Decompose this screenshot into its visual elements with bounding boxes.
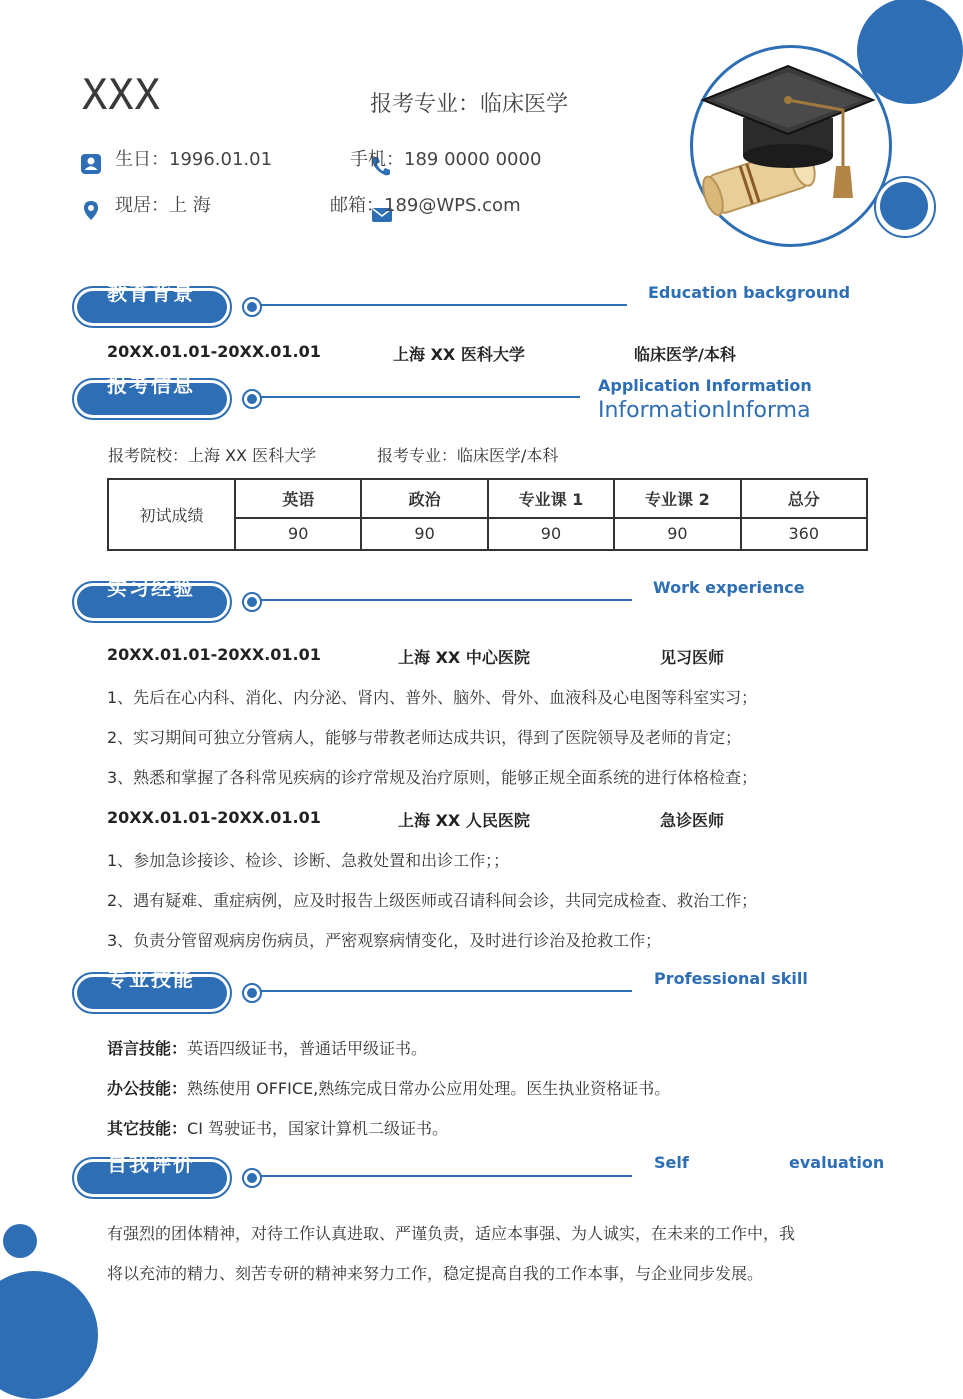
location-icon <box>80 200 102 222</box>
job-item: 1、先后在心内科、消化、内分泌、肾内、普外、脑外、骨外、血液科及心电图等科室实习； <box>107 688 758 707</box>
edu-degree: 临床医学/本科 <box>634 345 736 364</box>
decor-circle-small <box>880 182 928 230</box>
skill-item <box>107 1116 448 1139</box>
skill-text: 熟练使用 OFFICE,熟练完成日常办公应用处理。医生执业资格证书。 <box>187 1079 671 1098</box>
job-item: 2、实习期间可独立分管病人，能够与带教老师达成共识，得到了医院领导及老师的肯定； <box>107 728 742 747</box>
section-dot <box>242 983 262 1003</box>
score-header: 英语 <box>235 479 361 518</box>
skill-label: 语言技能： <box>107 1039 188 1058</box>
section-title-en-overflow-clip <box>598 398 868 423</box>
person-icon <box>80 153 102 175</box>
graduation-cap-icon <box>693 48 889 244</box>
score-cell: 90 <box>361 518 487 550</box>
score-cell: 360 <box>741 518 867 550</box>
job-period: 20XX.01.01-20XX.01.01 <box>107 808 321 827</box>
self-evaluation-line: 将以充沛的精力、刻苦专研的精神来努力工作，稳定提高自我的工作本事，与企业同步发展。 <box>107 1264 764 1283</box>
score-cell: 90 <box>488 518 614 550</box>
edu-period: 20XX.01.01-20XX.01.01 <box>107 342 321 361</box>
skill-label: 办公技能： <box>107 1079 188 1098</box>
email: 邮箱：189@WPS.com <box>330 195 521 216</box>
section-title: 专业技能 <box>107 967 195 991</box>
skill-text: CI 驾驶证书，国家计算机二级证书。 <box>187 1119 448 1138</box>
score-header: 专业课 1 <box>488 479 614 518</box>
job-org: 上海 XX 人民医院 <box>398 811 530 830</box>
section-rule <box>260 304 627 306</box>
section-title: 教育背景 <box>107 281 195 305</box>
job-role: 急诊医师 <box>660 811 725 830</box>
job-item: 1、参加急诊接诊、检诊、诊断、急救处置和出诊工作；； <box>107 851 510 870</box>
job-item: 3、熟悉和掌握了各科常见疾病的诊疗常规及治疗原则，能够正规全面系统的进行体格检查； <box>107 768 758 787</box>
score-header: 总分 <box>741 479 867 518</box>
section-title: 自我评价 <box>107 1152 195 1176</box>
job-item: 3、负责分管留观病房伤病员，严密观察病情变化，及时进行诊治及抢救工作； <box>107 931 662 950</box>
section-title-en: Application Information <box>598 376 812 395</box>
section-header-work <box>72 576 232 623</box>
section-title-en-overflow: InformationInforma <box>598 398 811 423</box>
section-header-application <box>72 373 232 420</box>
skill-text: 英语四级证书，普通话甲级证书。 <box>187 1039 428 1058</box>
section-dot <box>242 592 262 612</box>
job-item: 2、遇有疑难、重症病例，应及时报告上级医师或召请科间会诊，共同完成检查、救治工作； <box>107 891 758 910</box>
score-cell: 90 <box>614 518 740 550</box>
section-rule <box>260 599 632 601</box>
skill-label: 其它技能： <box>107 1119 188 1138</box>
score-row-label: 初试成绩 <box>108 479 235 550</box>
section-title-en: Self <box>654 1153 689 1172</box>
score-table <box>107 478 868 551</box>
section-title: 报考信息 <box>107 373 195 397</box>
job-org: 上海 XX 中心医院 <box>398 648 530 667</box>
section-header-skills <box>72 967 232 1014</box>
section-dot <box>242 389 262 409</box>
skill-item <box>107 1076 670 1099</box>
apply-major: 报考专业：临床医学 <box>370 92 569 117</box>
section-title-en: evaluation <box>789 1153 885 1172</box>
section-header-education <box>72 281 232 328</box>
section-title-en: Professional skill <box>654 969 808 988</box>
score-cell: 90 <box>235 518 361 550</box>
section-title-en: Education background <box>648 283 851 302</box>
photo-frame <box>690 45 892 247</box>
apply-school: 报考院校：上海 XX 医科大学 <box>108 446 317 465</box>
candidate-name: XXX <box>82 70 161 119</box>
section-dot <box>242 297 262 317</box>
decor-circle-bottom-left-small <box>3 1224 37 1258</box>
residence: 现居：上 海 <box>115 195 211 216</box>
score-header: 专业课 2 <box>614 479 740 518</box>
edu-school: 上海 XX 医科大学 <box>393 345 525 364</box>
section-dot <box>242 1168 262 1188</box>
apply-major-detail: 报考专业：临床医学/本科 <box>377 446 559 465</box>
section-title-en: Work experience <box>653 578 805 597</box>
section-title: 实习经验 <box>107 576 195 600</box>
section-rule <box>260 396 580 398</box>
phone-number: 手机：189 0000 0000 <box>350 149 542 170</box>
skill-item <box>107 1036 427 1059</box>
section-rule <box>260 1175 632 1177</box>
section-header-self <box>72 1152 232 1199</box>
decor-circle-bottom-left-big <box>0 1271 98 1399</box>
self-evaluation-line: 有强烈的团体精神，对待工作认真进取、严谨负责，适应本事强、为人诚实，在未来的工作中，我 <box>107 1224 796 1243</box>
score-header: 政治 <box>361 479 487 518</box>
section-rule <box>260 990 632 992</box>
birth-date: 生日：1996.01.01 <box>115 149 273 170</box>
job-period: 20XX.01.01-20XX.01.01 <box>107 645 321 664</box>
job-role: 见习医师 <box>660 648 725 667</box>
